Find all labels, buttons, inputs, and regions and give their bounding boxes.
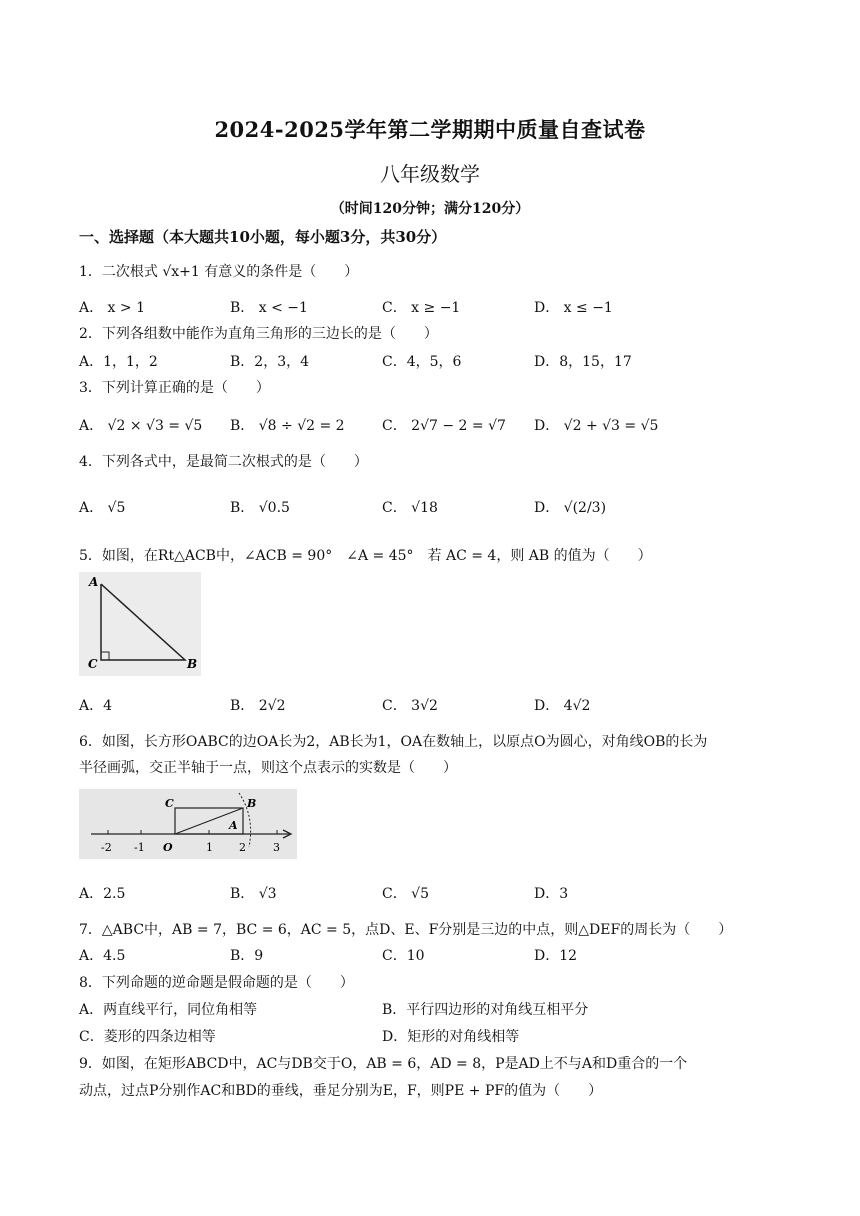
q6-number-line-figure: [79, 789, 297, 859]
q3-option-a: A． √2 × √3 = √5: [79, 418, 203, 434]
label-c: C: [165, 797, 174, 810]
q3-option-d: D． √2 + √3 = √5: [534, 418, 659, 434]
question-4-stem: 4．下列各式中，是最简二次根式的是（ ）: [79, 454, 368, 470]
label-b: B: [187, 657, 198, 671]
q8-option-a: A．两直线平行，同位角相等: [79, 1002, 258, 1018]
q7-option-c: C．10: [382, 948, 425, 964]
question-9-stem-line2: 动点，过点P分别作AC和BD的垂线，垂足分别为E，F，则PE + PF的值为（ ）: [79, 1083, 603, 1099]
q2-option-c: C．4，5，6: [382, 354, 462, 370]
question-2-stem: 2．下列各组数中能作为直角三角形的三边长的是（ ）: [79, 326, 438, 342]
q5-option-d: D． 4√2: [534, 698, 591, 714]
q7-option-b: B．9: [230, 948, 264, 964]
question-5-stem: 5．如图，在Rt△ACB中，∠ACB = 90° ∠A = 45° 若 AC = 4，则 AB 的值为（ ）: [79, 548, 652, 564]
tick-label-3: 3: [273, 841, 280, 854]
q6-option-b: B． √3: [230, 886, 277, 902]
q5-triangle-figure: [79, 572, 201, 676]
label-c: C: [88, 657, 98, 671]
q1-option-d: D． x ≤ −1: [534, 300, 613, 316]
q5-option-a: A．4: [79, 698, 113, 714]
tick-label-minus-1: -1: [134, 841, 145, 854]
label-a: A: [89, 575, 99, 589]
q1-option-b: B． x < −1: [230, 300, 308, 316]
question-8-stem: 8．下列命题的逆命题是假命题的是（ ）: [79, 975, 354, 991]
q1-option-a: A． x > 1: [79, 300, 145, 316]
question-6-stem-line1: 6．如图，长方形OABC的边OA长为2，AB长为1，OA在数轴上，以原点O为圆心，对角线OB的长为: [79, 734, 708, 750]
q4-option-a: A． √5: [79, 500, 126, 516]
tick-label-origin: O: [163, 841, 173, 854]
q7-option-a: A．4.5: [79, 948, 126, 964]
q3-option-c: C． 2√7 − 2 = √7: [382, 418, 506, 434]
q5-option-b: B． 2√2: [230, 698, 286, 714]
q2-option-d: D．8，15，17: [534, 354, 632, 370]
question-7-stem: 7．△ABC中，AB = 7，BC = 6，AC = 5，点D、E、F分别是三边的中点，则△DEF的周长为（ ）: [79, 922, 733, 938]
q6-option-d: D．3: [534, 886, 569, 902]
q4-option-c: C． √18: [382, 500, 438, 516]
time-note: （时间120分钟；满分120分）: [330, 201, 530, 217]
label-a: A: [229, 819, 238, 832]
q6-option-a: A．2.5: [79, 886, 126, 902]
exam-subtitle: 八年级数学: [380, 162, 480, 186]
q8-option-d: D．矩形的对角线相等: [382, 1029, 520, 1045]
q2-option-a: A．1，1，2: [79, 354, 158, 370]
q4-option-b: B． √0.5: [230, 500, 290, 516]
question-6-stem-line2: 半径画弧，交正半轴于一点，则这个点表示的实数是（ ）: [79, 760, 457, 776]
q1-option-c: C． x ≥ −1: [382, 300, 461, 316]
tick-label-1: 1: [206, 841, 213, 854]
q7-option-d: D．12: [534, 948, 578, 964]
question-9-stem-line1: 9．如图，在矩形ABCD中，AC与DB交于O，AB = 6，AD = 8，P是AD上不与A和D重合的一个: [79, 1056, 688, 1072]
q5-option-c: C． 3√2: [382, 698, 438, 714]
q4-option-d: D． √(2/3): [534, 500, 607, 516]
q6-option-c: C． √5: [382, 886, 429, 902]
tick-label-2: 2: [239, 841, 246, 854]
section-heading: 一、选择题（本大题共10小题，每小题3分，共30分）: [79, 228, 447, 246]
question-3-stem: 3．下列计算正确的是（ ）: [79, 380, 270, 396]
tick-label-minus-2: -2: [101, 841, 112, 854]
q2-option-b: B．2，3，4: [230, 354, 310, 370]
q3-option-b: B． √8 ÷ √2 = 2: [230, 418, 345, 434]
exam-title: 2024-2025学年第二学期期中质量自查试卷: [214, 117, 646, 142]
label-b: B: [247, 797, 257, 810]
question-1-stem: 1．二次根式 √x+1 有意义的条件是（ ）: [79, 264, 359, 280]
q8-option-b: B．平行四边形的对角线互相平分: [382, 1002, 589, 1018]
q8-option-c: C．菱形的四条边相等: [79, 1029, 216, 1045]
